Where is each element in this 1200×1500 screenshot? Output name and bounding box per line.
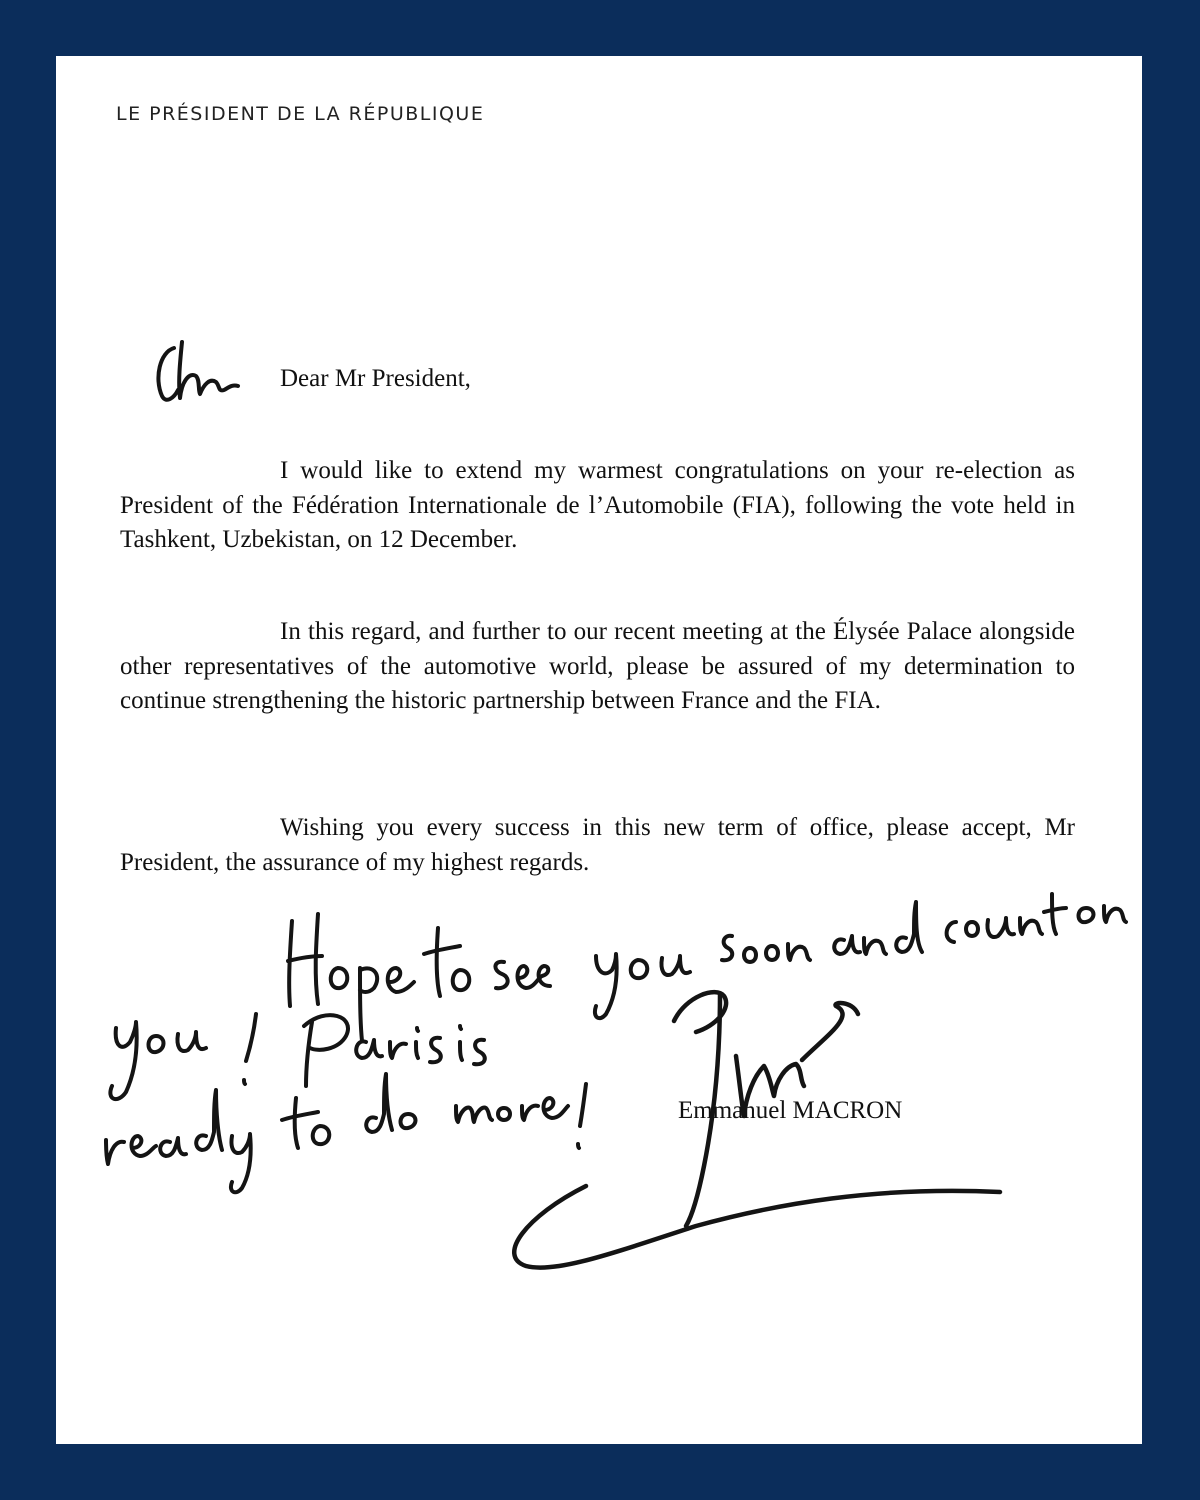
salutation: Dear Mr President,	[280, 365, 471, 392]
handwritten-note	[56, 56, 1142, 1444]
signatory-name: Emmanuel MACRON	[678, 1097, 903, 1124]
handwritten-salutation	[152, 338, 242, 408]
paragraph-partnership: In this regard, and further to our recent meeting at the Élysée Palace alongside other representatives of the automotive world, please be assured of my determination to continue strengthening the historic partnership between France and the FIA.	[120, 618, 1075, 714]
paragraph-congratulations: I would like to extend my warmest congratulations on your re-election as President of the Fédération Internationale de l’Automobile (FIA), following the vote held in Tashkent, Uzbekistan, on 12 December.	[120, 457, 1075, 553]
letter-page	[56, 56, 1142, 1444]
paragraph-closing: Wishing you every success in this new term of office, please accept, Mr President, the assurance of my highest regards.	[120, 814, 1075, 876]
letterhead: LE PRÉSIDENT DE LA RÉPUBLIQUE	[116, 103, 485, 125]
